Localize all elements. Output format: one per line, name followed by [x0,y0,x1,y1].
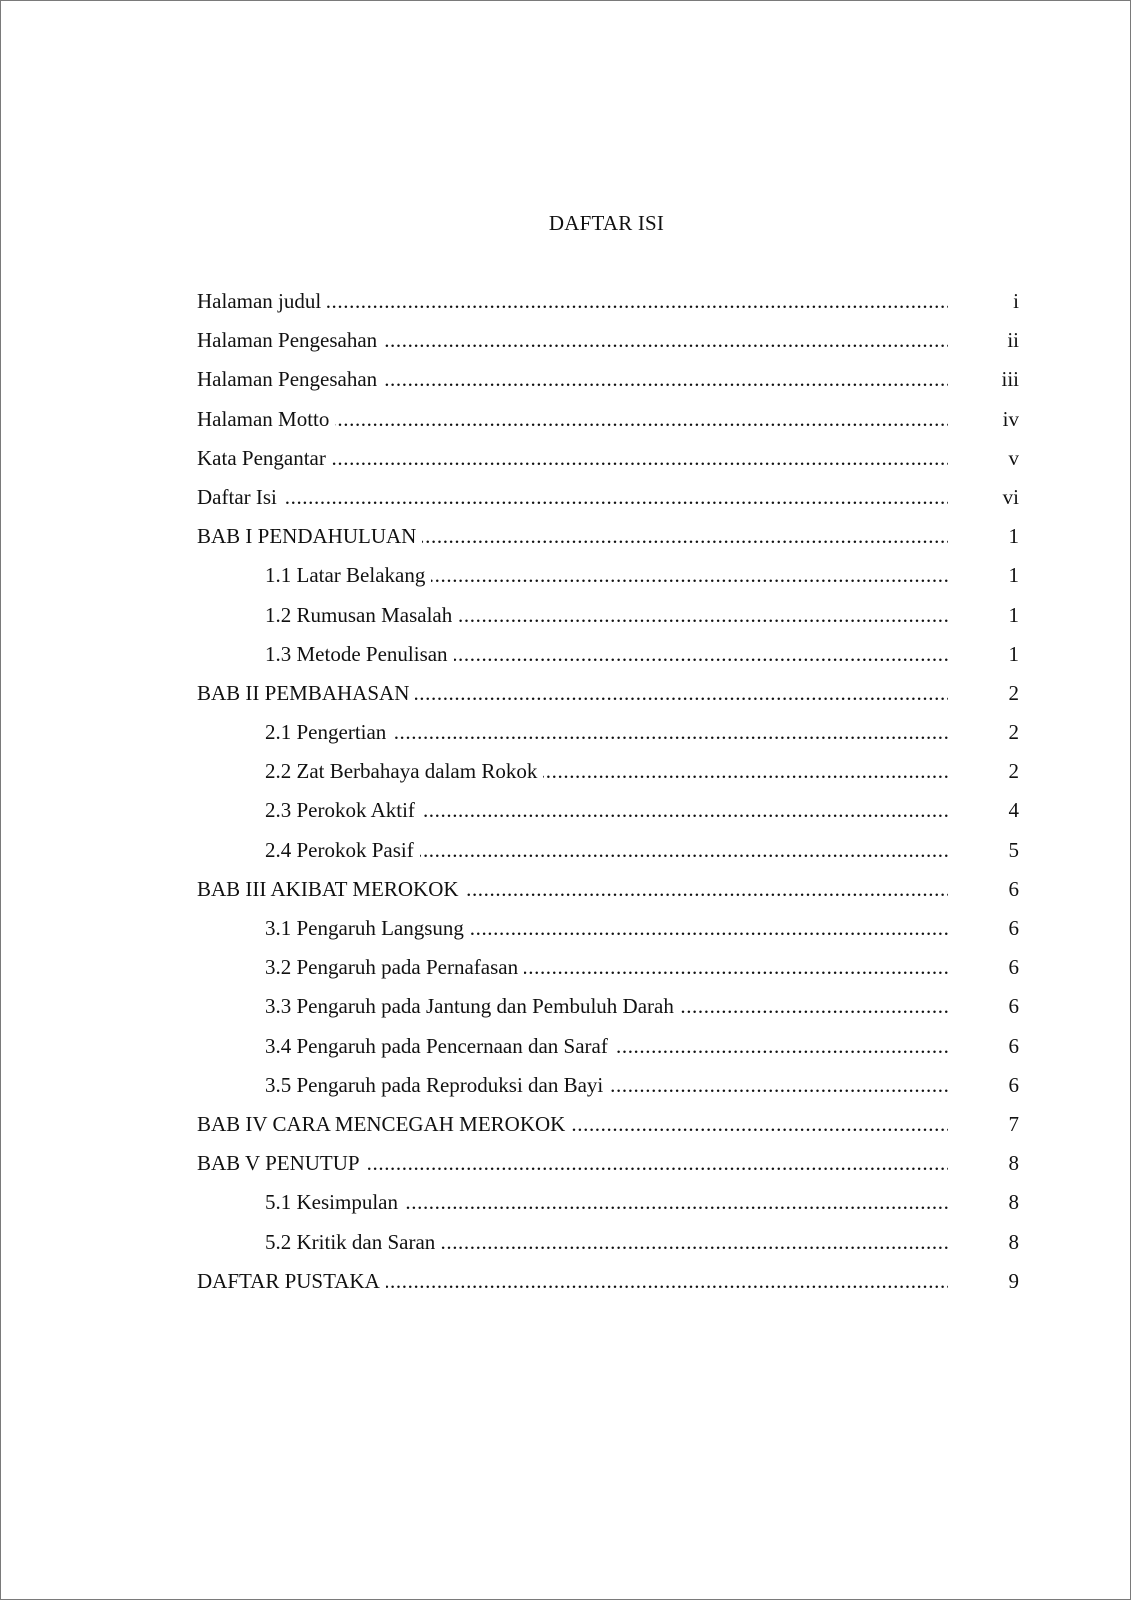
toc-entry-label: Halaman Pengesahan [197,328,383,352]
toc-entry [197,679,1019,718]
toc-entry [197,326,1019,365]
toc-entry-leader [265,796,948,824]
toc-entry-label: Halaman Pengesahan [197,367,383,391]
toc-entry-leader [265,718,948,746]
toc-entry-label: BAB III AKIBAT MEROKOK [197,877,465,901]
toc-entry-leader [197,405,948,433]
toc-entry-leader [265,561,948,589]
toc-entry-page-number: 6 [1008,1033,1019,1058]
toc-entry [197,561,1019,600]
toc-entry [197,1267,1019,1306]
toc-entry [197,365,1019,404]
toc-entry-leader [197,522,948,550]
toc-entry-leader [265,992,948,1020]
toc-entry-label: BAB V PENUTUP [197,1151,366,1175]
toc-entry-label: 1.2 Rumusan Masalah [265,603,458,627]
toc-entry [197,836,1019,875]
toc-entry [197,1228,1019,1267]
toc-entry [197,914,1019,953]
toc-entry-page-number: vi [1002,484,1019,509]
toc-entry-page-number: 6 [1008,994,1019,1019]
toc-entry-page-number: 7 [1008,1111,1019,1136]
toc-entry [197,992,1019,1031]
toc-entry-label: 2.4 Perokok Pasif [265,838,420,862]
toc-entry [197,1149,1019,1188]
toc-entry-leader [197,1267,948,1295]
toc-entry-label: Halaman Motto [197,407,335,431]
toc-entry [197,444,1019,483]
toc-entry-page-number: 4 [1008,798,1019,823]
toc-entry-page-number: v [1008,445,1019,470]
toc-entry-page-number: 1 [1008,641,1019,666]
toc-entry-page-number: 1 [1008,563,1019,588]
toc-entry-leader [197,365,948,393]
toc-entry-leader [197,679,948,707]
toc-entry-page-number: 8 [1008,1190,1019,1215]
toc-entry-leader [265,601,948,629]
toc-entry [197,796,1019,835]
toc-entry-page-number: 1 [1008,524,1019,549]
toc-entry [197,522,1019,561]
toc-entry-label: 5.1 Kesimpulan [265,1190,404,1214]
toc-entry [197,287,1019,326]
toc-entry-leader [265,1032,948,1060]
toc-entry-leader [265,836,948,864]
toc-entry-leader [197,1149,948,1177]
toc-entry [197,405,1019,444]
toc-entry-leader [265,1188,948,1216]
toc-entry-label: 2.1 Pengertian [265,720,392,744]
toc-entry-label: Kata Pengantar [197,446,332,470]
toc-entry-label: BAB IV CARA MENCEGAH MEROKOK [197,1112,571,1136]
toc-entry-label: 3.4 Pengaruh pada Pencernaan dan Saraf [265,1034,614,1058]
toc-entry [197,757,1019,796]
toc-entry-leader [197,444,948,472]
toc-entry-label: DAFTAR PUSTAKA [197,1269,386,1293]
toc-entry-page-number: ii [1007,328,1019,353]
toc-entry-leader [197,483,948,511]
toc-entry-page-number: 8 [1008,1229,1019,1254]
toc-entry-label: 1.3 Metode Penulisan [265,642,454,666]
toc-entry [197,1071,1019,1110]
toc-entry-page-number: 5 [1008,837,1019,862]
toc-entry-page-number: 2 [1008,720,1019,745]
toc-entry-page-number: 6 [1008,876,1019,901]
toc-entry-label: Daftar Isi [197,485,283,509]
toc-entry-label: 5.2 Kritik dan Saran [265,1230,441,1254]
toc-entry [197,953,1019,992]
toc-entry-leader [197,326,948,354]
toc-entry [197,483,1019,522]
toc-entry-page-number: 2 [1008,680,1019,705]
toc-entry-leader [265,757,948,785]
toc-entry-label: 3.5 Pengaruh pada Reproduksi dan Bayi [265,1073,609,1097]
toc-entry [197,1032,1019,1071]
toc-entry-label: 3.1 Pengaruh Langsung [265,916,470,940]
toc-entry-page-number: iii [1001,367,1019,392]
toc-entry-label: 3.2 Pengaruh pada Pernafasan [265,955,524,979]
table-of-contents [197,287,1019,1306]
page-title: DAFTAR ISI [548,211,665,235]
toc-entry-leader [265,640,948,668]
toc-entry-leader [265,953,948,981]
toc-entry-label: 3.3 Pengaruh pada Jantung dan Pembuluh Darah [265,994,680,1018]
toc-entry-page-number: 6 [1008,1072,1019,1097]
toc-entry [197,601,1019,640]
toc-entry [197,1110,1019,1149]
toc-entry-label: 1.1 Latar Belakang [265,563,431,587]
toc-entry-page-number: 6 [1008,955,1019,980]
toc-entry-page-number: iv [1002,406,1019,431]
toc-entry [197,640,1019,679]
toc-entry-page-number: 1 [1008,602,1019,627]
toc-entry-leader [197,1110,948,1138]
toc-entry-label: BAB II PEMBAHASAN [197,681,415,705]
toc-entry-leader [265,1228,948,1256]
toc-entry-label: 2.2 Zat Berbahaya dalam Rokok [265,759,543,783]
toc-entry [197,1188,1019,1227]
toc-entry-page-number: 9 [1008,1268,1019,1293]
toc-entry-label: BAB I PENDAHULUAN [197,524,422,548]
toc-entry-leader [197,287,948,315]
toc-entry-page-number: 2 [1008,759,1019,784]
toc-entry-page-number: 8 [1008,1151,1019,1176]
toc-entry-page-number: i [1013,289,1019,313]
toc-entry [197,718,1019,757]
toc-entry-page-number: 6 [1008,916,1019,940]
toc-entry-label: 2.3 Perokok Aktif [265,798,421,822]
toc-entry [197,875,1019,914]
toc-entry-leader [197,875,948,903]
toc-entry-leader [265,1071,948,1099]
toc-entry-leader [265,914,948,942]
toc-entry-label: Halaman judul [197,289,327,313]
